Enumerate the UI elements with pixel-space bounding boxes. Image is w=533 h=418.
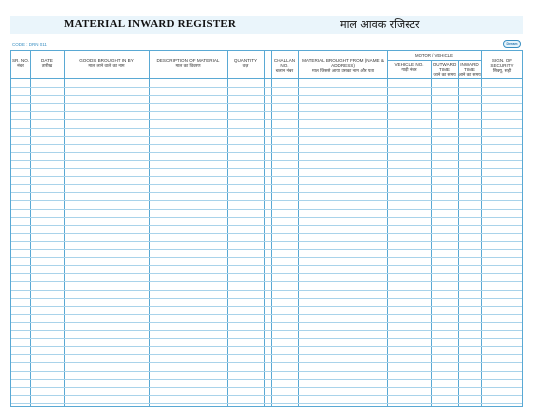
ruled-row-line <box>11 152 522 153</box>
ruled-row-line <box>11 144 522 145</box>
header-date-hi: तारीख <box>41 64 53 70</box>
column-divider <box>30 51 31 406</box>
column-divider <box>298 51 299 406</box>
header-outward-en: OUTWARD TIME <box>432 62 457 73</box>
ruled-row-line <box>11 387 522 388</box>
header-material-from <box>301 51 385 78</box>
ruled-row-line <box>11 241 522 242</box>
ruled-row-line <box>11 281 522 282</box>
column-divider <box>227 51 228 406</box>
header-vehicle-no <box>387 62 431 78</box>
ruled-row-line <box>11 225 522 226</box>
ruled-row-line <box>11 290 522 291</box>
ruled-row-line <box>11 403 522 404</box>
ruled-row-line <box>11 136 522 137</box>
ruled-row-line <box>11 128 522 129</box>
ruled-row-line <box>11 298 522 299</box>
header-goods-en: GOODS BROUGHT IN BY <box>79 58 134 63</box>
ruled-row-line <box>11 273 522 274</box>
register-title-english: MATERIAL INWARD REGISTER <box>64 18 237 30</box>
ruled-row-line <box>11 314 522 315</box>
ruled-row-line <box>11 200 522 201</box>
header-vehicle-en: VEHICLE NO. <box>394 62 424 67</box>
ruled-row-line <box>11 103 522 104</box>
header-sign-hi: सिक्यू. सही <box>492 69 512 75</box>
ruled-row-line <box>11 249 522 250</box>
form-code: CODE : DRN 011 <box>12 42 47 47</box>
ruled-row-line <box>11 184 522 185</box>
ruled-row-line <box>11 330 522 331</box>
ruled-row-line <box>11 111 522 112</box>
column-divider <box>264 51 265 406</box>
ruled-row-line <box>11 176 522 177</box>
header-inward-hi: आने का समय <box>458 73 481 79</box>
header-description-hi: माल का विवरण <box>175 64 201 70</box>
header-material-from-en: MATERIAL BROUGHT FROM (NAME & ADDRESS) <box>302 58 384 69</box>
column-divider <box>481 51 482 406</box>
column-divider <box>387 51 388 406</box>
brand-logo: Dream <box>503 40 521 48</box>
ruled-row-line <box>11 87 522 88</box>
ruled-row-line <box>11 192 522 193</box>
ruled-row-line <box>11 371 522 372</box>
header-quantity-hi: वज़ <box>242 64 249 70</box>
ruled-row-line <box>11 265 522 266</box>
ruled-row-line <box>11 346 522 347</box>
ruled-row-line <box>11 362 522 363</box>
header-motor-vehicle: MOTOR / VEHICLE <box>415 53 453 58</box>
header-goods-hi: माल लाने वाले का नाम <box>88 64 125 70</box>
header-description <box>149 51 227 78</box>
header-material-from-hi: माल जिससे आया उसका नाम और पता <box>311 69 375 75</box>
motor-vehicle-divider <box>387 60 481 61</box>
header-description-en: DESCRIPTION OF MATERIAL <box>156 58 220 63</box>
register-table <box>10 50 523 407</box>
ruled-row-line <box>11 379 522 380</box>
header-date-en: DATE <box>41 58 53 63</box>
ruled-row-line <box>11 395 522 396</box>
header-outward-hi: जाने का समय <box>433 73 456 79</box>
ruled-row-line <box>11 119 522 120</box>
header-sr-no-hi: नंबर <box>17 64 24 70</box>
ruled-row-line <box>11 217 522 218</box>
header-date <box>30 51 64 78</box>
ruled-row-line <box>11 338 522 339</box>
ruled-row-line <box>11 306 522 307</box>
ruled-row-line <box>11 233 522 234</box>
ruled-row-line <box>11 160 522 161</box>
column-divider <box>64 51 65 406</box>
ruled-row-line <box>11 209 522 210</box>
header-sr-no <box>11 51 30 78</box>
header-vehicle-hi: गाड़ी नंबर <box>401 68 417 74</box>
ruled-row-line <box>11 322 522 323</box>
header-challan-en: CHALLAN NO. <box>273 58 296 69</box>
header-sign-en: SIGN. OF SECURITY <box>490 58 514 69</box>
column-divider <box>271 51 272 406</box>
header-sr-no-en: SR. NO. <box>11 58 30 63</box>
header-inward-en: INWARD TIME <box>460 62 479 73</box>
header-challan-no <box>271 51 298 78</box>
column-divider <box>149 51 150 406</box>
ruled-row-line <box>11 95 522 96</box>
header-sign-security <box>481 51 523 78</box>
header-outward-time <box>431 62 458 78</box>
header-inward-time <box>458 62 481 78</box>
ruled-row-line <box>11 257 522 258</box>
register-title-hindi: माल आवक रजिस्टर <box>340 18 420 31</box>
header-challan-hi: चलान नंबर <box>275 69 294 75</box>
header-goods-brought-by <box>64 51 149 78</box>
ruled-row-line <box>11 354 522 355</box>
ruled-row-line <box>11 168 522 169</box>
header-quantity <box>227 51 264 78</box>
header-quantity-en: QUANTITY <box>233 58 258 63</box>
